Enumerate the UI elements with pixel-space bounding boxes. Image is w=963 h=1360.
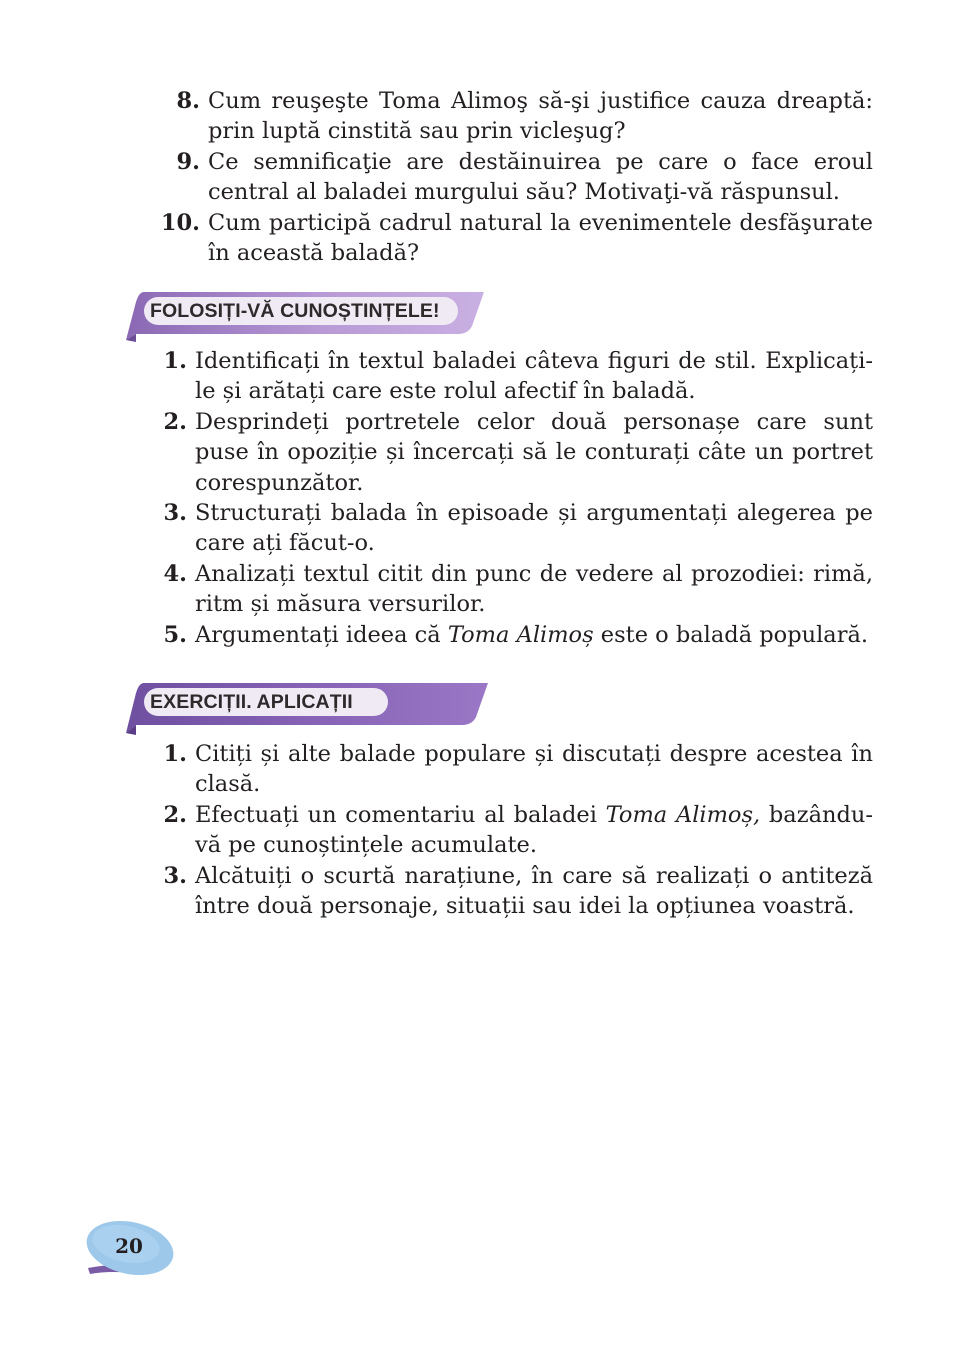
task-item	[163, 346, 873, 407]
item-text: Identificați în textul baladei câteva figuri de stil. Explicați-le și arătați care este rolul afectif în baladă.	[195, 348, 873, 405]
task-item	[163, 800, 873, 861]
task-item	[163, 739, 873, 800]
exercises-task-list	[0, 739, 963, 921]
text-part: Argumentați ideea că	[195, 621, 448, 648]
item-text: Cum participă cadrul natural la evenimentele desfăşurate în această baladă?	[208, 209, 873, 267]
ballad-title-italic: Toma Alimoș,	[605, 801, 761, 828]
section-title: EXERCIȚII. APLICAȚII	[150, 691, 353, 713]
task-item	[163, 620, 873, 650]
section-banner-knowledge	[122, 290, 492, 346]
item-number: 9.	[176, 148, 200, 175]
item-number: 1.	[163, 348, 187, 374]
page-number: 20	[115, 1234, 143, 1258]
item-text: Analizați textul citit din punc de vedere al prozodiei: rimă, ritm și măsura versurilor.	[195, 560, 873, 618]
task-item	[163, 861, 873, 922]
item-number: 10.	[160, 209, 200, 236]
text-part: Efectuați un comentariu al baladei	[195, 801, 606, 828]
item-text: Structurați balada în episoade și argumentați alegerea pe care ați făcut-o.	[195, 500, 873, 557]
item-text: Ce semnificaţie are destăinuirea pe care o face eroul central al baladei murgului său? Motivaţi-vă răspunsul.	[208, 148, 873, 206]
item-text: Citiți și alte balade populare și discutați despre acestea în clasă.	[195, 741, 873, 798]
item-number: 1.	[163, 741, 187, 767]
item-number: 2.	[163, 408, 187, 435]
item-text: Desprindeți portretele celor două personașe care sunt puse în opoziție și încercați să le conturați câte un portret corespunzător.	[195, 408, 873, 496]
section-title: FOLOSIȚI-VĂ CUNOȘTINȚELE!	[150, 300, 440, 322]
question-item	[160, 208, 873, 269]
question-item	[176, 147, 873, 208]
item-text	[195, 800, 873, 861]
task-item	[163, 407, 873, 498]
item-text: Alcătuiți o scurtă narațiune, în care să realizați o antiteză între două personaje, situații sau idei la opțiunea voastră.	[195, 862, 873, 920]
item-number: 3.	[163, 500, 187, 527]
item-number: 4.	[163, 560, 187, 587]
ballad-title-italic: Toma Alimoș	[447, 621, 594, 648]
item-number: 5.	[163, 621, 187, 648]
item-number: 8.	[176, 88, 200, 114]
item-number: 3.	[163, 862, 187, 889]
item-text	[195, 620, 873, 650]
task-item	[163, 498, 873, 559]
text-part: bazându-vă pe cunoștințele acumulate.	[195, 801, 873, 859]
item-number: 2.	[163, 801, 187, 828]
item-text: Cum reuşeşte Toma Alimoş să-şi justifice cauza dreaptă: prin luptă cinstită sau prin vicleşug?	[208, 88, 873, 145]
question-item	[176, 86, 873, 147]
task-item	[163, 559, 873, 620]
page-number-badge	[78, 1218, 178, 1280]
section-banner-exercises	[122, 681, 492, 737]
knowledge-task-list	[0, 346, 963, 650]
question-list-continued	[0, 86, 963, 268]
text-part: este o baladă populară.	[593, 621, 869, 648]
